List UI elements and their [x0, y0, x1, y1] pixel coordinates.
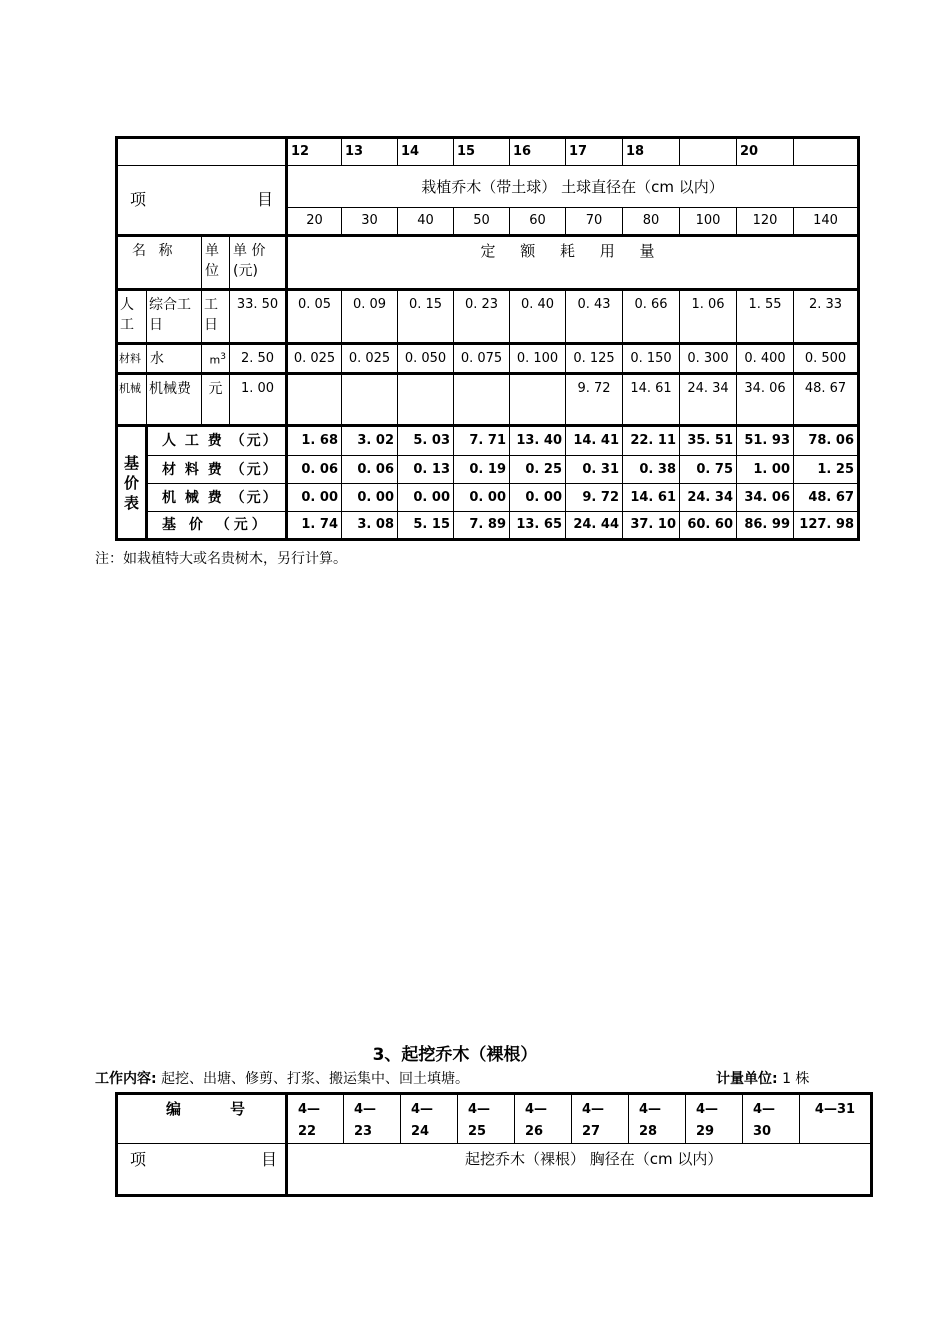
size-cell: 120 — [737, 208, 794, 236]
value-cell: 9. 72 — [566, 374, 623, 426]
summary-value: 0. 00 — [454, 484, 510, 512]
size-cell: 100 — [680, 208, 737, 236]
summary-value: 13. 40 — [510, 426, 566, 456]
group-title-row — [117, 166, 859, 208]
row-category: 人工 — [117, 290, 147, 344]
summary-value: 0. 06 — [287, 456, 342, 484]
col-number: 20 — [737, 138, 794, 166]
table-note: 注：如栽植特大或名贵树木，另行计算。 — [95, 551, 347, 567]
row-unit-sup: 3 — [220, 351, 226, 362]
col-number: 12 — [287, 138, 342, 166]
summary-value: 14. 61 — [623, 484, 680, 512]
row-unit: 元 — [202, 374, 230, 426]
code-cell: 4—26 — [515, 1094, 572, 1144]
summary-value: 14. 41 — [566, 426, 623, 456]
summary-value: 22. 11 — [623, 426, 680, 456]
row-price: 33. 50 — [230, 290, 287, 344]
summary-value: 48. 67 — [794, 484, 859, 512]
col-name-header: 名 称 — [117, 236, 202, 290]
value-cell — [454, 374, 510, 426]
col-number: 18 — [623, 138, 680, 166]
col-number — [680, 138, 737, 166]
summary-value: 1. 74 — [287, 512, 342, 540]
col-price-header: 单 价(元) — [230, 236, 287, 290]
col-number: 13 — [342, 138, 398, 166]
value-cell: 0. 400 — [737, 344, 794, 374]
size-cell: 40 — [398, 208, 454, 236]
summary-value: 24. 34 — [680, 484, 737, 512]
col-number: 15 — [454, 138, 510, 166]
code-row — [117, 1094, 872, 1144]
number-label-cell — [117, 138, 287, 166]
col-unit-header: 单位 — [202, 236, 230, 290]
value-cell: 0. 025 — [287, 344, 342, 374]
item-label-left: 项 — [130, 190, 147, 209]
quota-table-1 — [115, 136, 860, 541]
value-cell: 48. 67 — [794, 374, 859, 426]
row-unit — [202, 344, 230, 374]
summary-label: 基 价 （元） — [147, 512, 287, 540]
summary-value: 1. 68 — [287, 426, 342, 456]
row-name: 综合工日 — [147, 290, 202, 344]
number-row — [117, 138, 859, 166]
summary-value: 9. 72 — [566, 484, 623, 512]
item-label-left: 项 — [130, 1150, 147, 1169]
value-cell: 0. 43 — [566, 290, 623, 344]
size-cell: 50 — [454, 208, 510, 236]
summary-value: 60. 60 — [680, 512, 737, 540]
value-cell — [342, 374, 398, 426]
summary-value: 0. 25 — [510, 456, 566, 484]
value-cell: 0. 150 — [623, 344, 680, 374]
value-cell: 0. 025 — [342, 344, 398, 374]
item-label-right: 目 — [260, 1150, 277, 1169]
row-unit-text: m — [209, 353, 221, 367]
summary-value: 127. 98 — [794, 512, 859, 540]
item-label-cell — [117, 166, 287, 236]
summary-value: 3. 08 — [342, 512, 398, 540]
value-cell — [510, 374, 566, 426]
item-label-right: 目 — [256, 190, 273, 209]
summary-value: 24. 44 — [566, 512, 623, 540]
code-cell: 4—31 — [800, 1094, 872, 1144]
value-cell: 0. 075 — [454, 344, 510, 374]
group-title: 起挖乔木（裸根） 胸径在（cm 以内） — [465, 1150, 723, 1168]
header-row — [117, 236, 859, 290]
size-cell: 60 — [510, 208, 566, 236]
size-cell: 70 — [566, 208, 623, 236]
item-label-cell — [117, 1144, 287, 1196]
work-content — [95, 1068, 469, 1088]
section-title: 3、起挖乔木（裸根） — [372, 1045, 538, 1065]
code-cell: 4—29 — [686, 1094, 743, 1144]
size-cell: 30 — [342, 208, 398, 236]
code-cell: 4—22 — [287, 1094, 344, 1144]
value-cell: 0. 500 — [794, 344, 859, 374]
measure-unit-text: 1 株 — [782, 1071, 810, 1087]
summary-value: 5. 15 — [398, 512, 454, 540]
summary-value: 1. 00 — [737, 456, 794, 484]
code-cell: 4—23 — [344, 1094, 401, 1144]
code-cell: 4—28 — [629, 1094, 686, 1144]
summary-value: 35. 51 — [680, 426, 737, 456]
value-cell: 0. 15 — [398, 290, 454, 344]
work-content-label: 工作内容: — [95, 1071, 157, 1087]
summary-value: 7. 89 — [454, 512, 510, 540]
value-cell: 0. 300 — [680, 344, 737, 374]
summary-value: 37. 10 — [623, 512, 680, 540]
summary-value: 78. 06 — [794, 426, 859, 456]
value-cell: 14. 61 — [623, 374, 680, 426]
summary-row-labor — [117, 426, 859, 456]
group-title-cell — [287, 1144, 872, 1196]
summary-value: 0. 19 — [454, 456, 510, 484]
resource-row-material — [117, 344, 859, 374]
code-cell: 4—24 — [401, 1094, 458, 1144]
row-name: 水 — [147, 344, 202, 374]
summary-value: 3. 02 — [342, 426, 398, 456]
code-cell: 4—27 — [572, 1094, 629, 1144]
summary-value: 5. 03 — [398, 426, 454, 456]
col-number: 17 — [566, 138, 623, 166]
group-title: 栽植乔木（带土球） 土球直径在（cm 以内） — [287, 166, 859, 208]
summary-value: 7. 71 — [454, 426, 510, 456]
summary-value: 0. 31 — [566, 456, 623, 484]
summary-value: 0. 06 — [342, 456, 398, 484]
resource-row-machine — [117, 374, 859, 426]
resource-row-labor — [117, 290, 859, 344]
row-price: 2. 50 — [230, 344, 287, 374]
summary-row-machine — [117, 484, 859, 512]
value-cell: 0. 66 — [623, 290, 680, 344]
value-cell: 0. 100 — [510, 344, 566, 374]
value-cell: 1. 06 — [680, 290, 737, 344]
value-cell: 0. 09 — [342, 290, 398, 344]
value-cell: 0. 40 — [510, 290, 566, 344]
col-number: 14 — [398, 138, 454, 166]
summary-row-base — [117, 512, 859, 540]
row-name: 机械费 — [147, 374, 202, 426]
summary-label: 机 械 费 （元） — [147, 484, 287, 512]
code-cell: 4—25 — [458, 1094, 515, 1144]
summary-value: 0. 00 — [510, 484, 566, 512]
summary-value: 1. 25 — [794, 456, 859, 484]
summary-value: 0. 75 — [680, 456, 737, 484]
summary-value: 0. 13 — [398, 456, 454, 484]
summary-value: 13. 65 — [510, 512, 566, 540]
value-cell: 0. 05 — [287, 290, 342, 344]
summary-label: 材 料 费 （元） — [147, 456, 287, 484]
measure-unit-label: 计量单位: — [716, 1071, 778, 1087]
value-cell: 0. 125 — [566, 344, 623, 374]
col-number — [794, 138, 859, 166]
size-cell: 140 — [794, 208, 859, 236]
work-content-text: 起挖、出塘、修剪、打浆、搬运集中、回土填塘。 — [161, 1071, 470, 1087]
summary-value: 86. 99 — [737, 512, 794, 540]
value-cell: 24. 34 — [680, 374, 737, 426]
quota-table-2 — [115, 1092, 873, 1197]
value-cell — [398, 374, 454, 426]
value-cell: 0. 23 — [454, 290, 510, 344]
measure-unit — [716, 1068, 809, 1088]
value-cell: 0. 050 — [398, 344, 454, 374]
value-cell: 2. 33 — [794, 290, 859, 344]
summary-value: 51. 93 — [737, 426, 794, 456]
summary-value: 0. 00 — [398, 484, 454, 512]
summary-value: 0. 00 — [342, 484, 398, 512]
summary-value: 0. 00 — [287, 484, 342, 512]
col-number: 16 — [510, 138, 566, 166]
value-cell: 1. 55 — [737, 290, 794, 344]
value-cell: 34. 06 — [737, 374, 794, 426]
value-cell — [287, 374, 342, 426]
consumption-header: 定 额 耗 用 量 — [287, 236, 859, 290]
code-label-right: 号 — [229, 1100, 245, 1118]
summary-value: 0. 38 — [623, 456, 680, 484]
summary-label: 人 工 费 （元） — [147, 426, 287, 456]
code-cell: 4—30 — [743, 1094, 800, 1144]
size-cell: 80 — [623, 208, 680, 236]
row-unit: 工日 — [202, 290, 230, 344]
row-category: 机械 — [117, 374, 147, 426]
summary-value: 34. 06 — [737, 484, 794, 512]
base-price-label: 基价表 — [117, 426, 147, 540]
row-price: 1. 00 — [230, 374, 287, 426]
code-label-cell — [117, 1094, 287, 1144]
summary-row-material — [117, 456, 859, 484]
code-label-left: 编 — [166, 1100, 182, 1118]
item-row — [117, 1144, 872, 1196]
row-category: 材料 — [117, 344, 147, 374]
size-cell: 20 — [287, 208, 342, 236]
